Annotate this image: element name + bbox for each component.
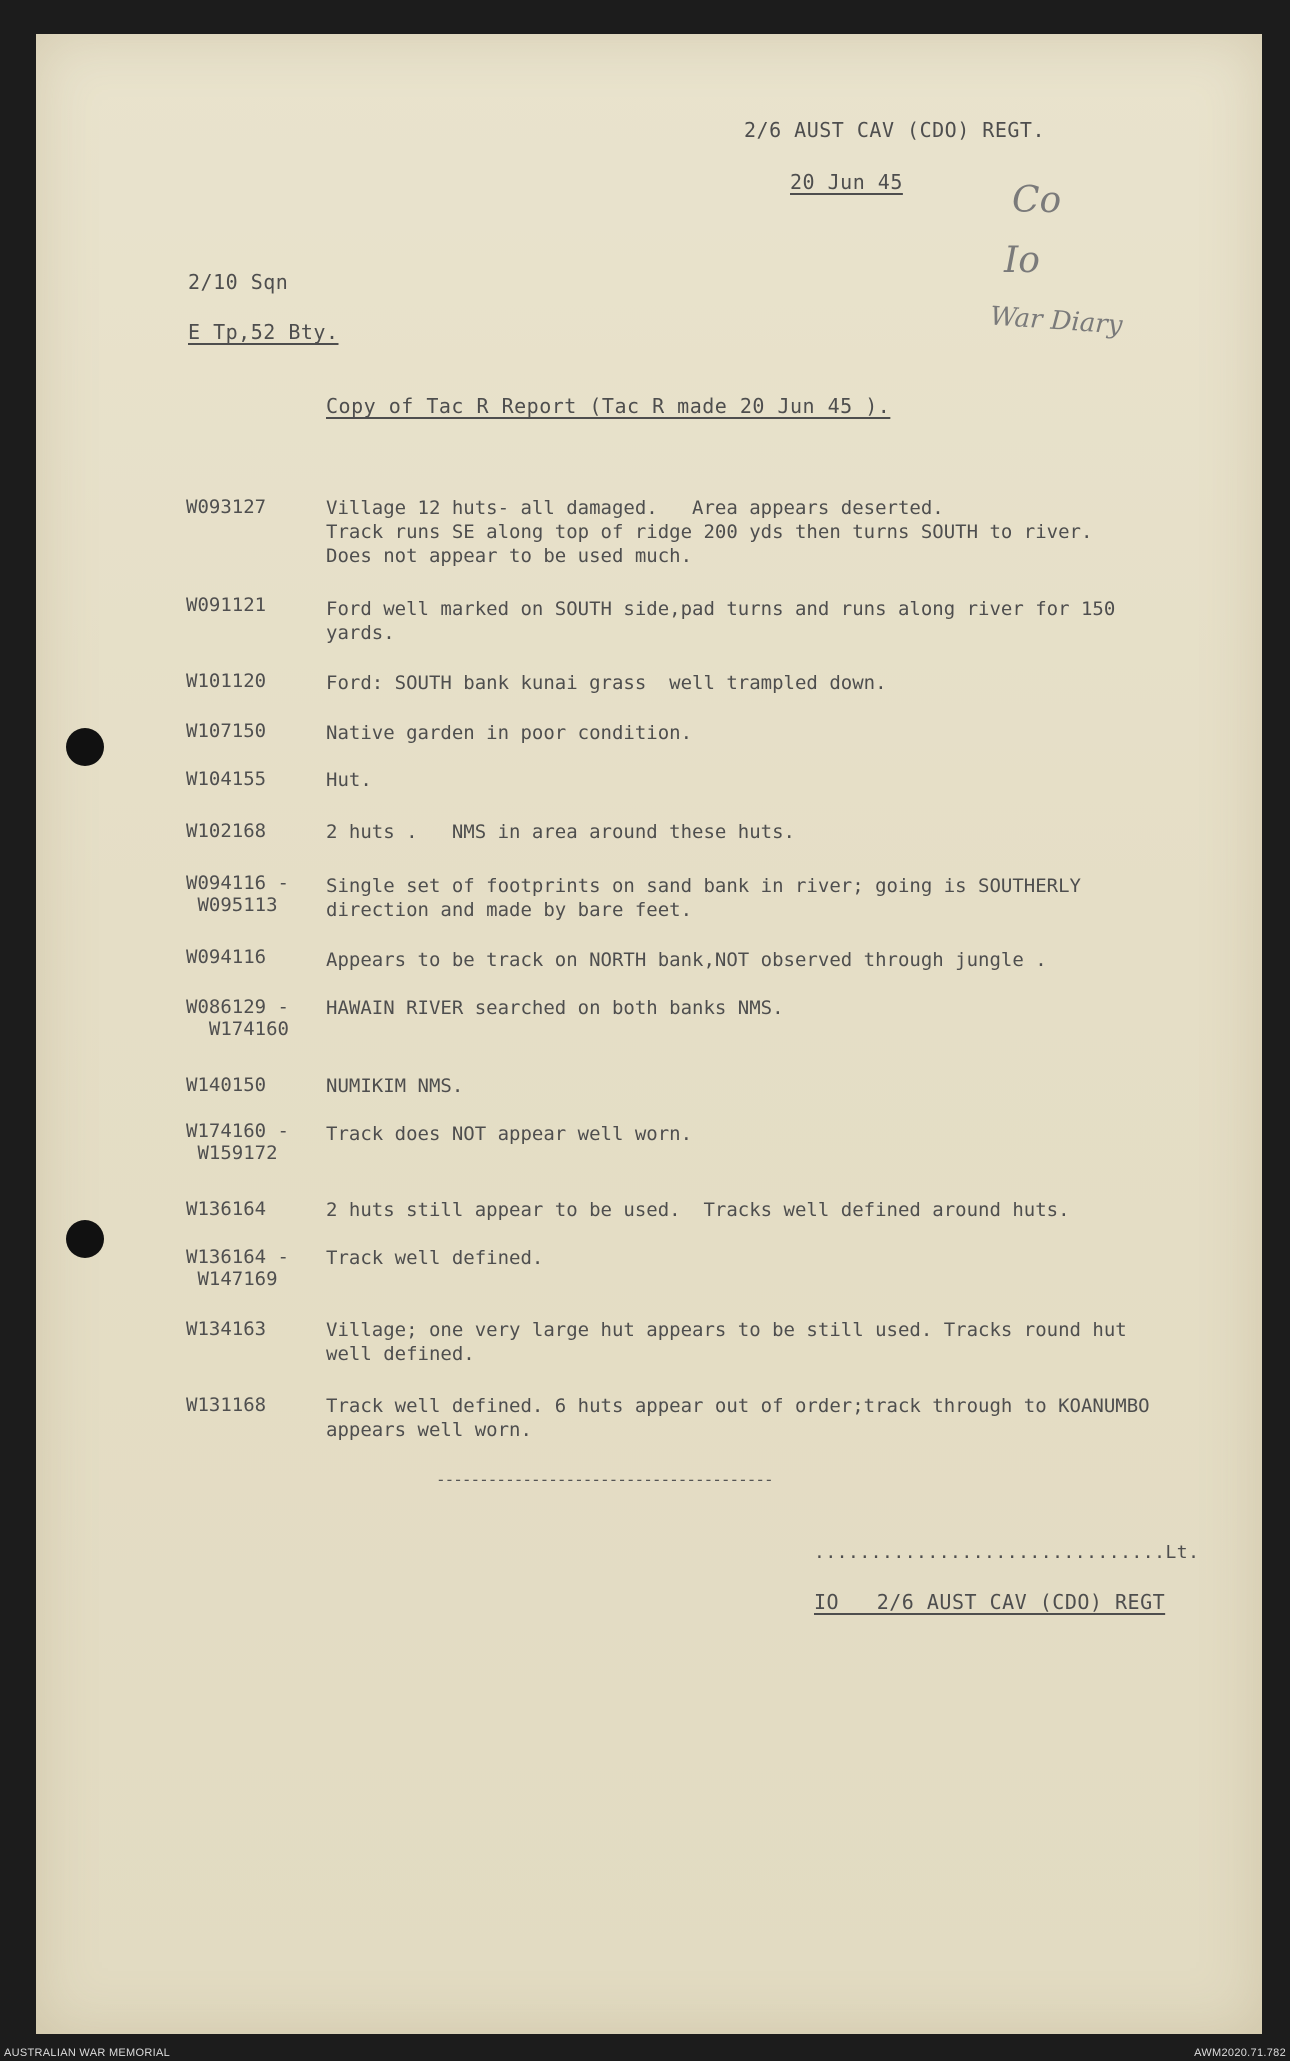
signature-line: ...............................Lt.	[814, 1542, 1200, 1563]
entry-text: Track does NOT appear well worn.	[326, 1123, 693, 1145]
grid-ref: W107150	[186, 720, 267, 742]
entry-text: Appears to be track on NORTH bank,NOT observed through jungle .	[326, 949, 1047, 971]
entry-text: Village 12 huts- all damaged. Area appears deserted. Track runs SE along top of ridge 200 yds then turns SOUTH to river. Does not appear to be used much.	[326, 497, 1093, 567]
grid-ref: W091121	[186, 594, 267, 616]
document-page	[36, 34, 1262, 2034]
entry-text: Native garden in poor condition.	[326, 722, 693, 744]
entry-text: NUMIKIM NMS.	[326, 1075, 464, 1097]
grid-ref: W102168	[186, 820, 267, 842]
grid-ref: W140150	[186, 1074, 267, 1096]
grid-ref: W086129 - W174160	[186, 996, 289, 1040]
grid-ref: W104155	[186, 768, 267, 790]
grid-ref: W134163	[186, 1318, 267, 1340]
punch-hole	[66, 728, 104, 766]
entry-text: Village; one very large hut appears to be still used. Tracks round hut well defined.	[326, 1319, 1127, 1365]
grid-ref: W136164 - W147169	[186, 1246, 289, 1290]
unit-heading: 2/6 AUST CAV (CDO) REGT.	[744, 118, 1045, 142]
entry-text: Hut.	[326, 769, 372, 791]
punch-hole	[66, 1220, 104, 1258]
grid-ref: W174160 - W159172	[186, 1120, 289, 1164]
entry-text: Single set of footprints on sand bank in river; going is SOUTHERLY direction and made by bare feet.	[326, 875, 1081, 921]
date-heading: 20 Jun 45	[790, 170, 903, 194]
handwritten-note: Co	[1012, 180, 1062, 221]
report-title: Copy of Tac R Report (Tac R made 20 Jun 45 ).	[326, 394, 891, 418]
grid-ref: W101120	[186, 670, 267, 692]
entry-text: 2 huts still appear to be used. Tracks well defined around huts.	[326, 1199, 1070, 1221]
grid-ref: W094116 - W095113	[186, 872, 289, 916]
handwritten-note: Io	[1004, 240, 1040, 281]
entry-text: Ford: SOUTH bank kunai grass well trampled down.	[326, 672, 887, 694]
grid-ref: W093127	[186, 496, 267, 518]
addressee-line-1: 2/10 Sqn	[188, 270, 289, 294]
handwritten-note: War Diary	[989, 301, 1124, 341]
entry-text: Track well defined. 6 huts appear out of order;track through to KOANUMBO appears well worn.	[326, 1395, 1150, 1441]
grid-ref: W136164	[186, 1198, 267, 1220]
grid-ref: W131168	[186, 1394, 267, 1416]
footer-right: AWM2020.71.782	[1194, 2047, 1286, 2059]
footer-left: AUSTRALIAN WAR MEMORIAL	[4, 2047, 171, 2059]
entry-text: 2 huts . NMS in area around these huts.	[326, 821, 795, 843]
entry-text: HAWAIN RIVER searched on both banks NMS.	[326, 997, 784, 1019]
entry-text: Ford well marked on SOUTH side,pad turns and runs along river for 150 yards.	[326, 598, 1116, 644]
signature-block: IO 2/6 AUST CAV (CDO) REGT	[814, 1590, 1166, 1614]
separator-line: ---------------------------------------	[436, 1470, 773, 1489]
entry-text: Track well defined.	[326, 1247, 544, 1269]
addressee-line-2: E Tp,52 Bty.	[188, 320, 339, 344]
grid-ref: W094116	[186, 946, 267, 968]
